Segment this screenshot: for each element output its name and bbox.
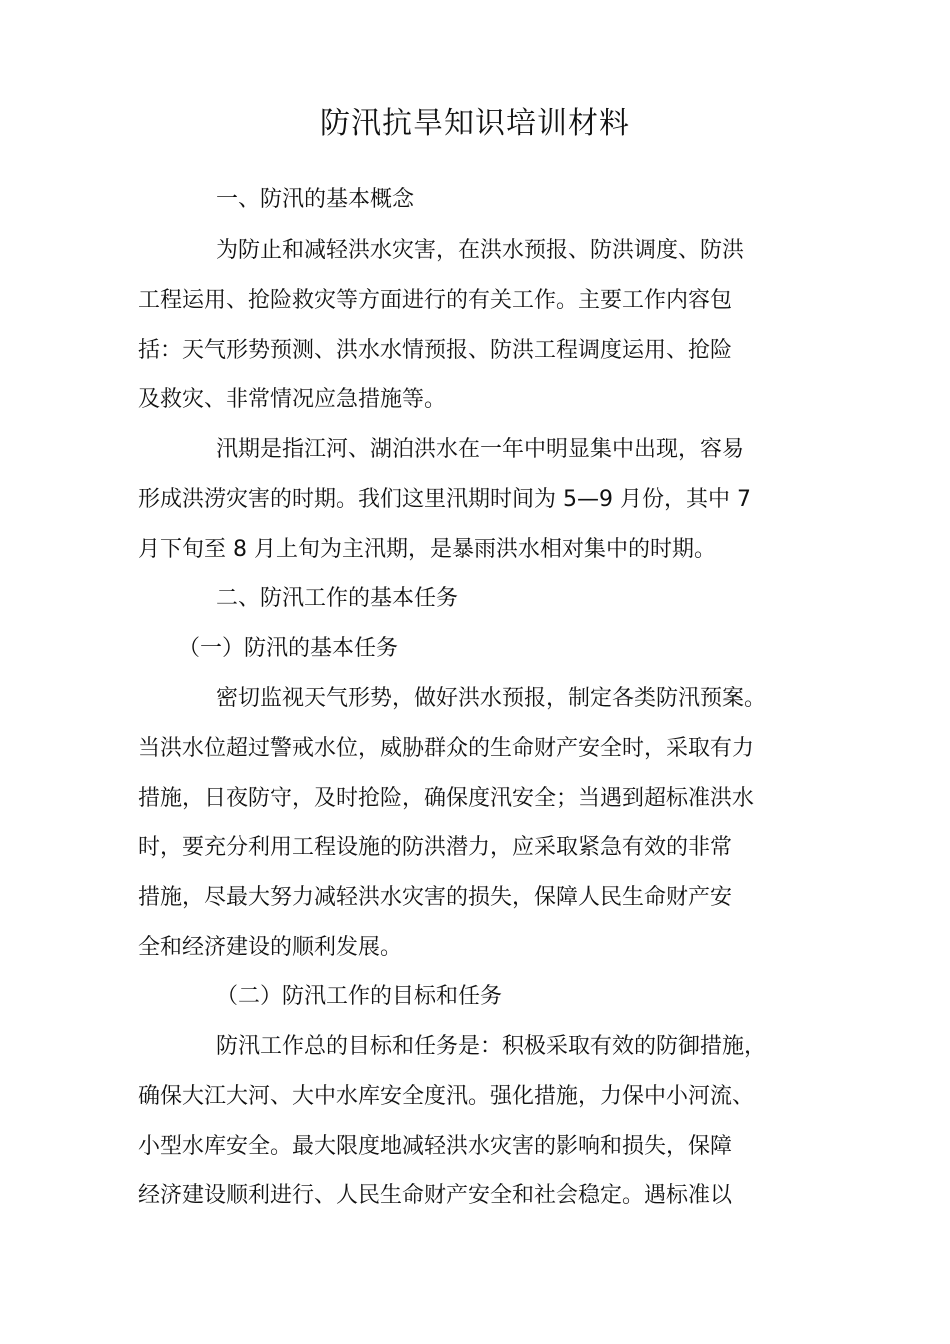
text-line: 及救灾、非常情况应急措施等。 [138, 387, 447, 413]
text-line: 括：天气形势预测、洪水水情预报、防洪工程调度运用、抢险 [138, 337, 733, 363]
text-line: 措施，尽最大努力减轻洪水灾害的损失，保障人民生命财产安 [138, 885, 733, 911]
text-line: 确保大江大河、大中水库安全度汛。强化措施，力保中小河流、 [138, 1083, 755, 1109]
document-title: 防汛抗旱知识培训材料 [320, 106, 630, 141]
section-heading-basic-tasks: 二、防汛工作的基本任务 [216, 586, 459, 611]
paragraph-flood-season-definition [138, 425, 818, 574]
text-line: 措施，日夜防守，及时抢险，确保度汛安全；当遇到超标准洪水 [138, 785, 755, 811]
subsection-heading-goals-and-tasks: （二）防汛工作的目标和任务 [216, 984, 503, 1009]
paragraph-flood-prevention-definition [138, 226, 818, 425]
section-heading-basic-concept: 一、防汛的基本概念 [216, 187, 415, 212]
text-line: 经济建设顺利进行、人民生命财产安全和社会稳定。遇标准以 [138, 1183, 733, 1209]
text-line: 时，要充分利用工程设施的防洪潜力，应采取紧急有效的非常 [138, 835, 733, 861]
text-line: 为防止和减轻洪水灾害，在洪水预报、防洪调度、防洪 [216, 238, 745, 263]
text-line: 形成洪涝灾害的时期。我们这里汛期时间为 5—9 月份，其中 7 [138, 486, 751, 512]
text-line: 月下旬至 8 月上旬为主汛期，是暴雨洪水相对集中的时期。 [138, 536, 716, 562]
text-line: 当洪水位超过警戒水位，威胁群众的生命财产安全时，采取有力 [138, 735, 755, 761]
text-line: 密切监视天气形势，做好洪水预报，制定各类防汛预案。 [216, 686, 767, 711]
text-line: 工程运用、抢险救灾等方面进行的有关工作。主要工作内容包 [138, 287, 733, 313]
text-line: 汛期是指江河、湖泊洪水在一年中明显集中出现，容易 [216, 437, 745, 462]
text-line: 小型水库安全。最大限度地减轻洪水灾害的影响和损失，保障 [138, 1133, 733, 1159]
paragraph-basic-tasks [138, 674, 818, 973]
text-line: 防汛工作总的目标和任务是：积极采取有效的防御措施， [216, 1034, 767, 1059]
paragraph-goals-and-tasks [138, 1022, 818, 1221]
text-line: 全和经济建设的顺利发展。 [138, 934, 403, 960]
subsection-heading-basic-tasks: （一）防汛的基本任务 [178, 636, 399, 661]
